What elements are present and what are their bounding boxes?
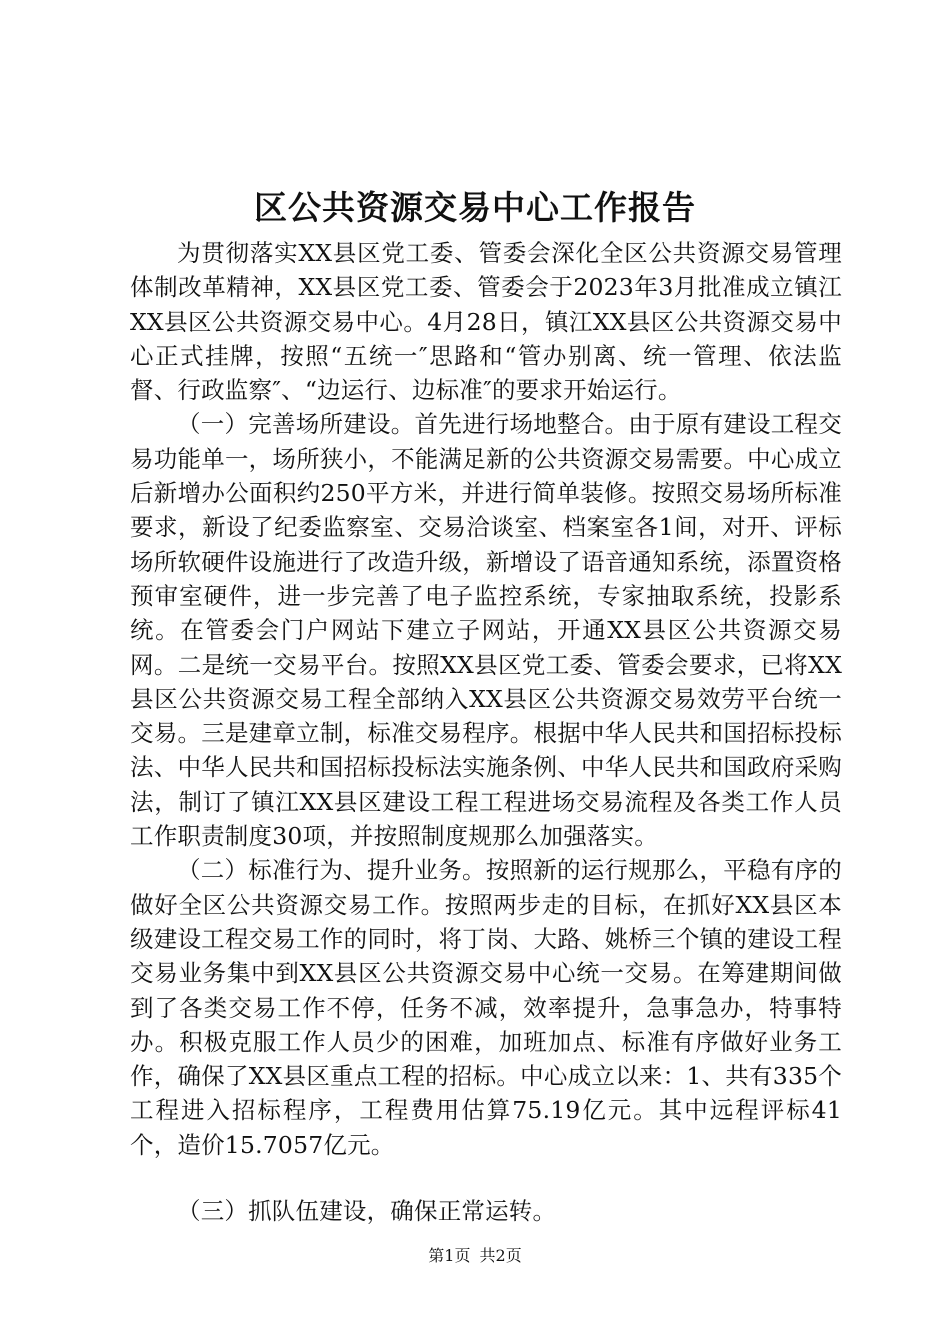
document-body xyxy=(130,236,842,1228)
section-3-paragraph: （三）抓队伍建设，确保正常运转。 xyxy=(177,1197,557,1226)
page-number: 第1页 xyxy=(428,1246,471,1265)
document-title: 区公共资源交易中心工作报告 xyxy=(254,188,696,227)
section-2-paragraph: （二）标准行为、提升业务。按照新的运行规那么，平稳有序的做好全区公共资源交易工作。按照两步走的目标，在抓好XX县区本级建设工程交易工作的同时，将丁岗、大路、姚桥三个镇的建设工程交易业务集中到XX县区公共资源交易中心统一交易。在筹建期间做到了各类交易工作不停，任务不减，效率提升，急事急办，特事特办。积极克服工作人员少的困难，加班加点、标准有序做好业务工作，确保了XX县区重点工程的招标。中心成立以来：1、共有335个工程进入招标程序，工程费用估算75.19亿元。其中远程评标41个，造价15.7057亿元。 xyxy=(130,856,842,1159)
page-footer xyxy=(0,1245,950,1267)
intro-paragraph: 为贯彻落实XX县区党工委、管委会深化全区公共资源交易管理体制改革精神，XX县区党工委、管委会于2023年3月批准成立镇江XX县区公共资源交易中心。4月28日，镇江XX县区公共资源交易中心正式挂牌，按照“五统一″思路和“管办别离、统一管理、依法监督、行政监察″、“边运行、边标准″的要求开始运行。 xyxy=(130,239,842,405)
section-1-paragraph: （一）完善场所建设。首先进行场地整合。由于原有建设工程交易功能单一，场所狭小，不能满足新的公共资源交易需要。中心成立后新增办公面积约250平方米，并进行简单装修。按照交易场所标准要求，新设了纪委监察室、交易洽谈室、档案室各1间，对开、评标场所软硬件设施进行了改造升级，新增设了语音通知系统，添置资格预审室硬件，进一步完善了电子监控系统，专家抽取系统，投影系统。在管委会门户网站下建立子网站，开通XX县区公共资源交易网。二是统一交易平台。按照XX县区党工委、管委会要求，已将XX县区公共资源交易工程全部纳入XX县区公共资源交易效劳平台统一交易。三是建章立制，标准交易程序。根据中华人民共和国招标投标法、中华人民共和国招标投标法实施条例、中华人民共和国政府采购法，制订了镇江XX县区建设工程工程进场交易流程及各类工作人员工作职责制度30项，并按照制度规那么加强落实。 xyxy=(130,410,842,851)
page-total: 共2页 xyxy=(479,1246,522,1265)
